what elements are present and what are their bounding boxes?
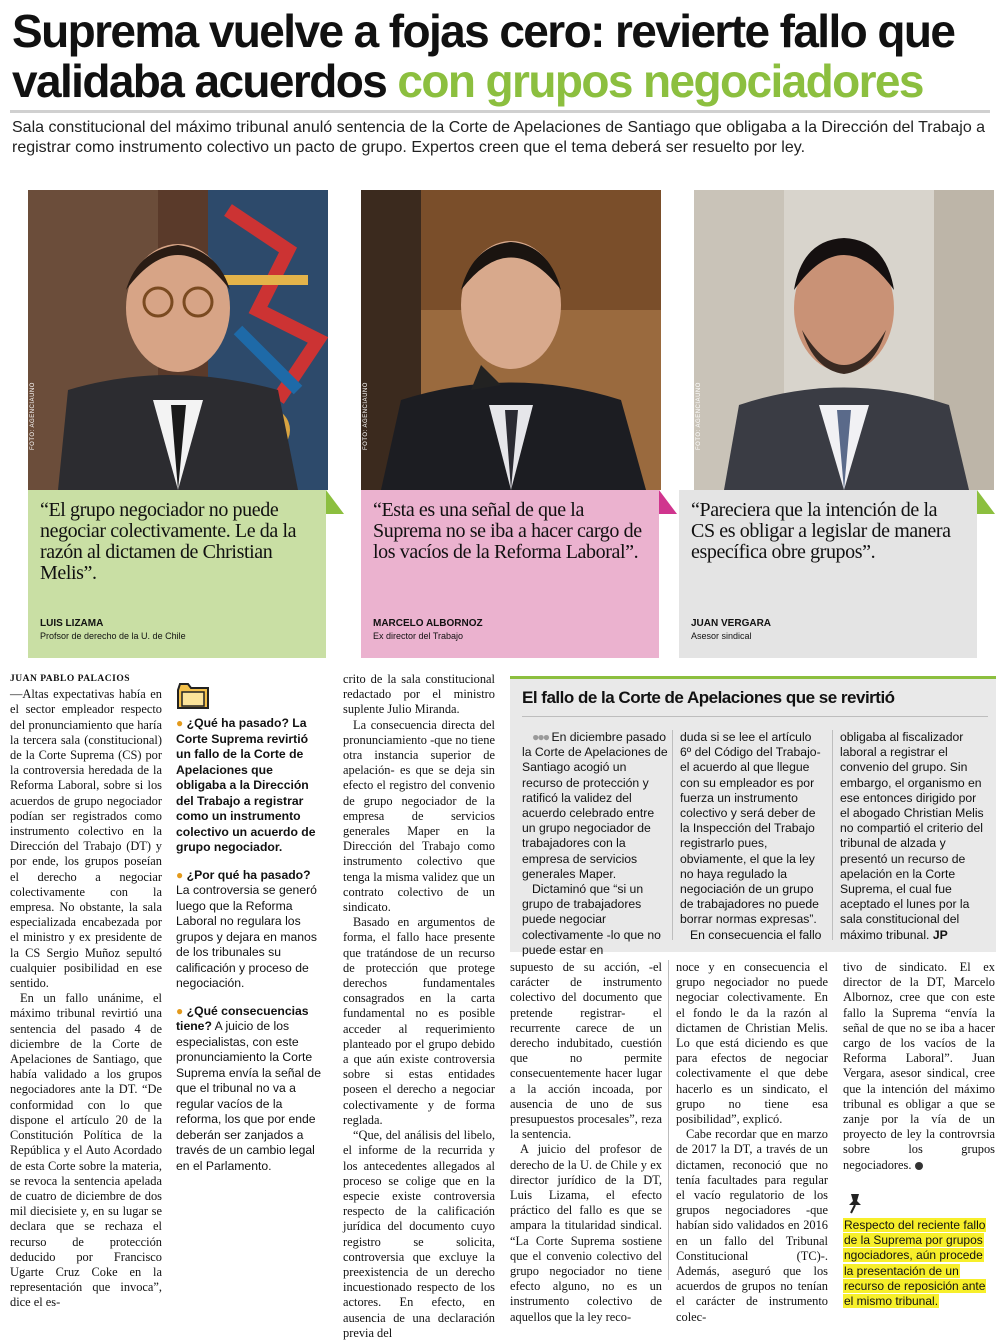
body-column-4	[510, 960, 662, 1324]
deck: Sala constitucional del máximo tribunal anuló sentencia de la Corte de Apelaciones de Santiago que obligaba a la Dirección del Trabajo a registrar como instrumento colectivo un pacto de grupo. Expertos creen que el tema deberá ser resuelto por ley.	[12, 119, 986, 156]
qa-question: ¿Qué consecuencias tiene?	[176, 1003, 309, 1033]
box-divider	[832, 730, 833, 940]
box-signature: JP	[932, 927, 948, 942]
quote-role: Ex director del Trabajo	[373, 631, 464, 641]
quote-box-1	[28, 490, 326, 658]
body-paragraph	[843, 960, 995, 1173]
box-column-2	[680, 730, 826, 946]
photo-credit: FOTO: AGENCIAUNO	[30, 382, 36, 450]
pushpin-icon	[845, 1192, 865, 1214]
body-paragraph: supuesto de su acción, -el carácter de instrumento colectivo del documento que pretende registrar- el recurrente carece de un derecho indubitado, cuestión que no permite consecuentemente hacer lugar a la acción incoada, por ausencia de uno de sus presupuestos procesales”, reza la sentencia.	[510, 960, 662, 1142]
quote-text: “Pareciera que la intención de la CS es obligar a legislar de manera específica obre grupos”.	[691, 499, 951, 563]
body-text: tivo de sindicato. El ex director de la DT, Marcelo Albornoz, cree que con este fallo la Suprema “envía la señal de que no se iba a hacer cargo de los vacíos de la Reforma Laboral”. Juan Vergara, asesor sindical, cree que la intención del máximo tribunal es obligar a que se zanje por la vía de un proyecto de ley la controvrsia sobre los grupos negociadores.	[843, 960, 995, 1172]
body-paragraph: Cabe recordar que en marzo de 2017 la DT, a través de un dictamen, reconoció que no tenía facultades para regular el vacío regulatorio de los grupos negociadores -que habían sido validados en 2016 en un fallo del Tribunal Constitucional (TC)-. Además, aseguró que los acuerdos de grupos no tenían el carácter de instrumento colec-	[676, 1127, 828, 1324]
highlight-note	[843, 1218, 993, 1309]
box-column-3	[840, 730, 988, 946]
quote-name: LUIS LIZAMA	[40, 618, 104, 629]
bullet-dot-icon: ●	[176, 867, 184, 882]
quote-role: Profsor de derecho de la U. de Chile	[40, 631, 186, 641]
qa-item	[176, 716, 326, 856]
box-paragraph: En consecuencia el fallo	[690, 927, 822, 942]
photo-juan-vergara	[694, 190, 994, 490]
qa-question: ¿Por qué ha pasado?	[186, 867, 311, 882]
qa-answer: A juicio de los especialistas, con este pronunciamiento la Corte Suprema envía la señal de que el tribunal no va a regular vacíos de la reforma, los que por ende deberán ser zanjados a través de un cambio legal en el Parlamento.	[176, 1019, 321, 1173]
box-title-rule	[522, 716, 988, 717]
quote-role: Asesor sindical	[691, 631, 752, 641]
box-column-1	[522, 730, 668, 957]
sidebar-qa	[176, 716, 326, 1174]
box-paragraph: Dictaminó que “si un grupo de trabajadores puede negociar colectivamente -lo que no puede estar en	[522, 882, 661, 957]
headline-rule	[10, 110, 990, 113]
body-column-6	[843, 960, 995, 1182]
end-mark-icon	[915, 1162, 923, 1170]
quote-name: JUAN VERGARA	[691, 618, 772, 629]
quote-box-3	[679, 490, 977, 658]
box-text: obligaba al fiscalizador laboral a registrar el convenio del grupo. Sin embargo, el organismo en ese entonces dirigido por el abogado Christian Melis no compartió el criterio del tribunal de alzada y presentó un recurso de apelación en la Corte Suprema, el cual fue aceptado el lunes por la sala constitucional del máximo tribunal.	[840, 730, 984, 942]
body-paragraph: En un fallo unánime, el máximo tribunal revirtió una sentencia del pasado 4 de diciembre de la Corte de Apelaciones de Santiago, que había validado a los grupos negociadores ante la DT. “De conformidad con lo que dispone el artículo 20 de la Constitución Política de la República y el Auto Acordado de esta Corte sobre la materia, se revoca la sentencia apelada de cuatro de diciembre de dos mil diecisiete y, en su lugar se declara que se rechaza el recurso de protección deducido por Francisco Ugarte Cruz Coke en la representación que invoca”, dice el es-	[10, 991, 162, 1310]
photo-credit: FOTO: AGENCIAUNO	[696, 382, 702, 450]
body-paragraph: Basado en argumentos de forma, el fallo hace presente que tratándose de un recurso de protección que protege derechos fundamentales consagrados en la carta fundamental no es posible acceder al requerimiento planteado por el grupo debido a que aún existe controversia sobre si estas entidades poseen el derecho a negociar colectivamente y de forma reglada.	[343, 915, 495, 1127]
box-paragraph: duda si se lee el artículo 6º del Código del Trabajo- el acuerdo al que llegue con su empleador es por fuerza un instrumento colectivo y será deber de la Inspección del Trabajo registrarlo pues, obviamente, el que la ley no haya regulado la negociación de un grupo de trabajadores no puede borrar normas expresas”.	[680, 730, 821, 927]
quote-corner-2	[659, 490, 677, 514]
headline	[12, 6, 992, 106]
quote-corner-3	[977, 490, 995, 514]
qa-item	[176, 1004, 326, 1175]
body-paragraph: A juicio del profesor de derecho de la U. de Chile y ex director jurídico de la DT, Luis Lizama, el efecto práctico del fallo es que se ampara la titularidad sindical. “La Corte Suprema sostiene que el convenio colectivo del grupo negociador no tiene efecto alguno, no es un instrumento colectivo de aquellos que la ley reco-	[510, 1142, 662, 1324]
dots-icon: ●●●	[532, 730, 549, 744]
highlight-text: Respecto del reciente fallo de la Suprema por grupos ngociadores, aún procede la presentación de un recurso de reposición ante el mismo tribunal.	[844, 1218, 986, 1309]
bullet-dot-icon: ●	[176, 1003, 184, 1018]
quote-name: MARCELO ALBORNOZ	[373, 618, 483, 629]
body-paragraph: La consecuencia directa del pronunciamiento -que no tiene otra instancia superior de apelación- es que se deja sin efecto el registro del convenio de grupo negociador de la empresa de servicios generales Maper en la Dirección del Trabajo como instrumento colectivo que tenga la misma validez que un contrato colectivo de un sindicato.	[343, 717, 495, 915]
photo-luis-lizama	[28, 190, 328, 490]
quote-text: “El grupo negociador no puede negociar colectivamente. Le da la razón al dictamen de Christian Melis”.	[40, 499, 297, 584]
qa-question: ¿Qué ha pasado?	[186, 716, 289, 730]
headline-part-2: con grupos negociadores	[397, 55, 923, 107]
quote-box-2	[361, 490, 659, 658]
box-paragraph	[522, 730, 668, 882]
quote-corner-1	[326, 490, 344, 514]
body-column-1	[10, 672, 162, 1310]
box-divider	[672, 730, 673, 940]
box-title: El fallo de la Corte de Apelaciones que se revirtió	[522, 688, 895, 707]
bullet-dot-icon: ●	[176, 716, 184, 730]
body-paragraph: —Altas expectativas había en el sector empleador respecto del pronunciamiento que haría la tercera sala (constitucional) de la Corte Suprema (CS) por la controversia heredada de la Reforma Laboral, sobre si los acuerdos de grupo negociador podían ser registrados como instrumento colectivo en la Dirección del Trabajo (DT) y por ende, los grupos poseían el derecho a negociar colectivamente con la empresa. No obstante, la sala especializada encabezada por el ministro y ex presidente de la CS Sergio Muñoz sepultó cualquier posibilidad en ese sentido.	[10, 687, 162, 991]
body-column-5	[676, 960, 828, 1324]
column-divider	[668, 960, 669, 1280]
qa-answer: La controversia se generó luego que la Reforma Laboral no regulara los grupos y dejara en manos de los tribunales su calificación y proceso de negociación.	[176, 883, 317, 990]
qa-answer: La Corte Suprema revirtió un fallo de la Corte de Apelaciones que obligaba a la Dirección del Trabajo a registrar como un instrumento colectivo un acuerdo de grupo negociador.	[176, 716, 316, 854]
qa-item	[176, 868, 326, 992]
folder-icon	[176, 682, 212, 710]
box-text: En diciembre pasado la Corte de Apelaciones de Santiago acogió un recurso de protección y ratificó la validez del acuerdo celebrado entre un grupo negociador de trabajadores con la empresa de servicios generales Maper.	[522, 730, 668, 881]
photo-marcelo-albornoz	[361, 190, 661, 490]
quote-text: “Esta es una señal de que la Suprema no se iba a hacer cargo de los vacíos de la Reforma Laboral”.	[373, 499, 642, 563]
body-paragraph: noce y en consecuencia el grupo negociador no puede negociar colectivamente. En el fondo le da la razón al dictamen de Christian Melis. Lo que está diciendo es que para efectos de negociar colectivamente el que debe hacerlo es un sindicato, el grupo no tiene esa posibilidad”, explicó.	[676, 960, 828, 1127]
byline: JUAN PABLO PALACIOS	[10, 674, 130, 684]
headline-part-1: Suprema vuelve a fojas cero: revierte fallo que validaba acuerdos	[12, 5, 955, 107]
body-paragraph: crito de la sala constitucional redactado por el ministro suplente Julio Miranda.	[343, 672, 495, 717]
box-paragraph	[840, 730, 988, 943]
body-column-3	[343, 672, 495, 1340]
body-paragraph: “Que, del análisis del libelo, el informe de la recurrida y los antecedentes allegados al proceso se colige que en la especie existe controversia respecto de la calificación jurídica del documento cuyo registro se solicita, controversia que excluye la preexistencia de un derecho incuestionado respecto de los actores. En efecto, en ausencia de una declaración previa del	[343, 1128, 495, 1340]
photo-credit: FOTO: AGENCIAUNO	[363, 382, 369, 450]
